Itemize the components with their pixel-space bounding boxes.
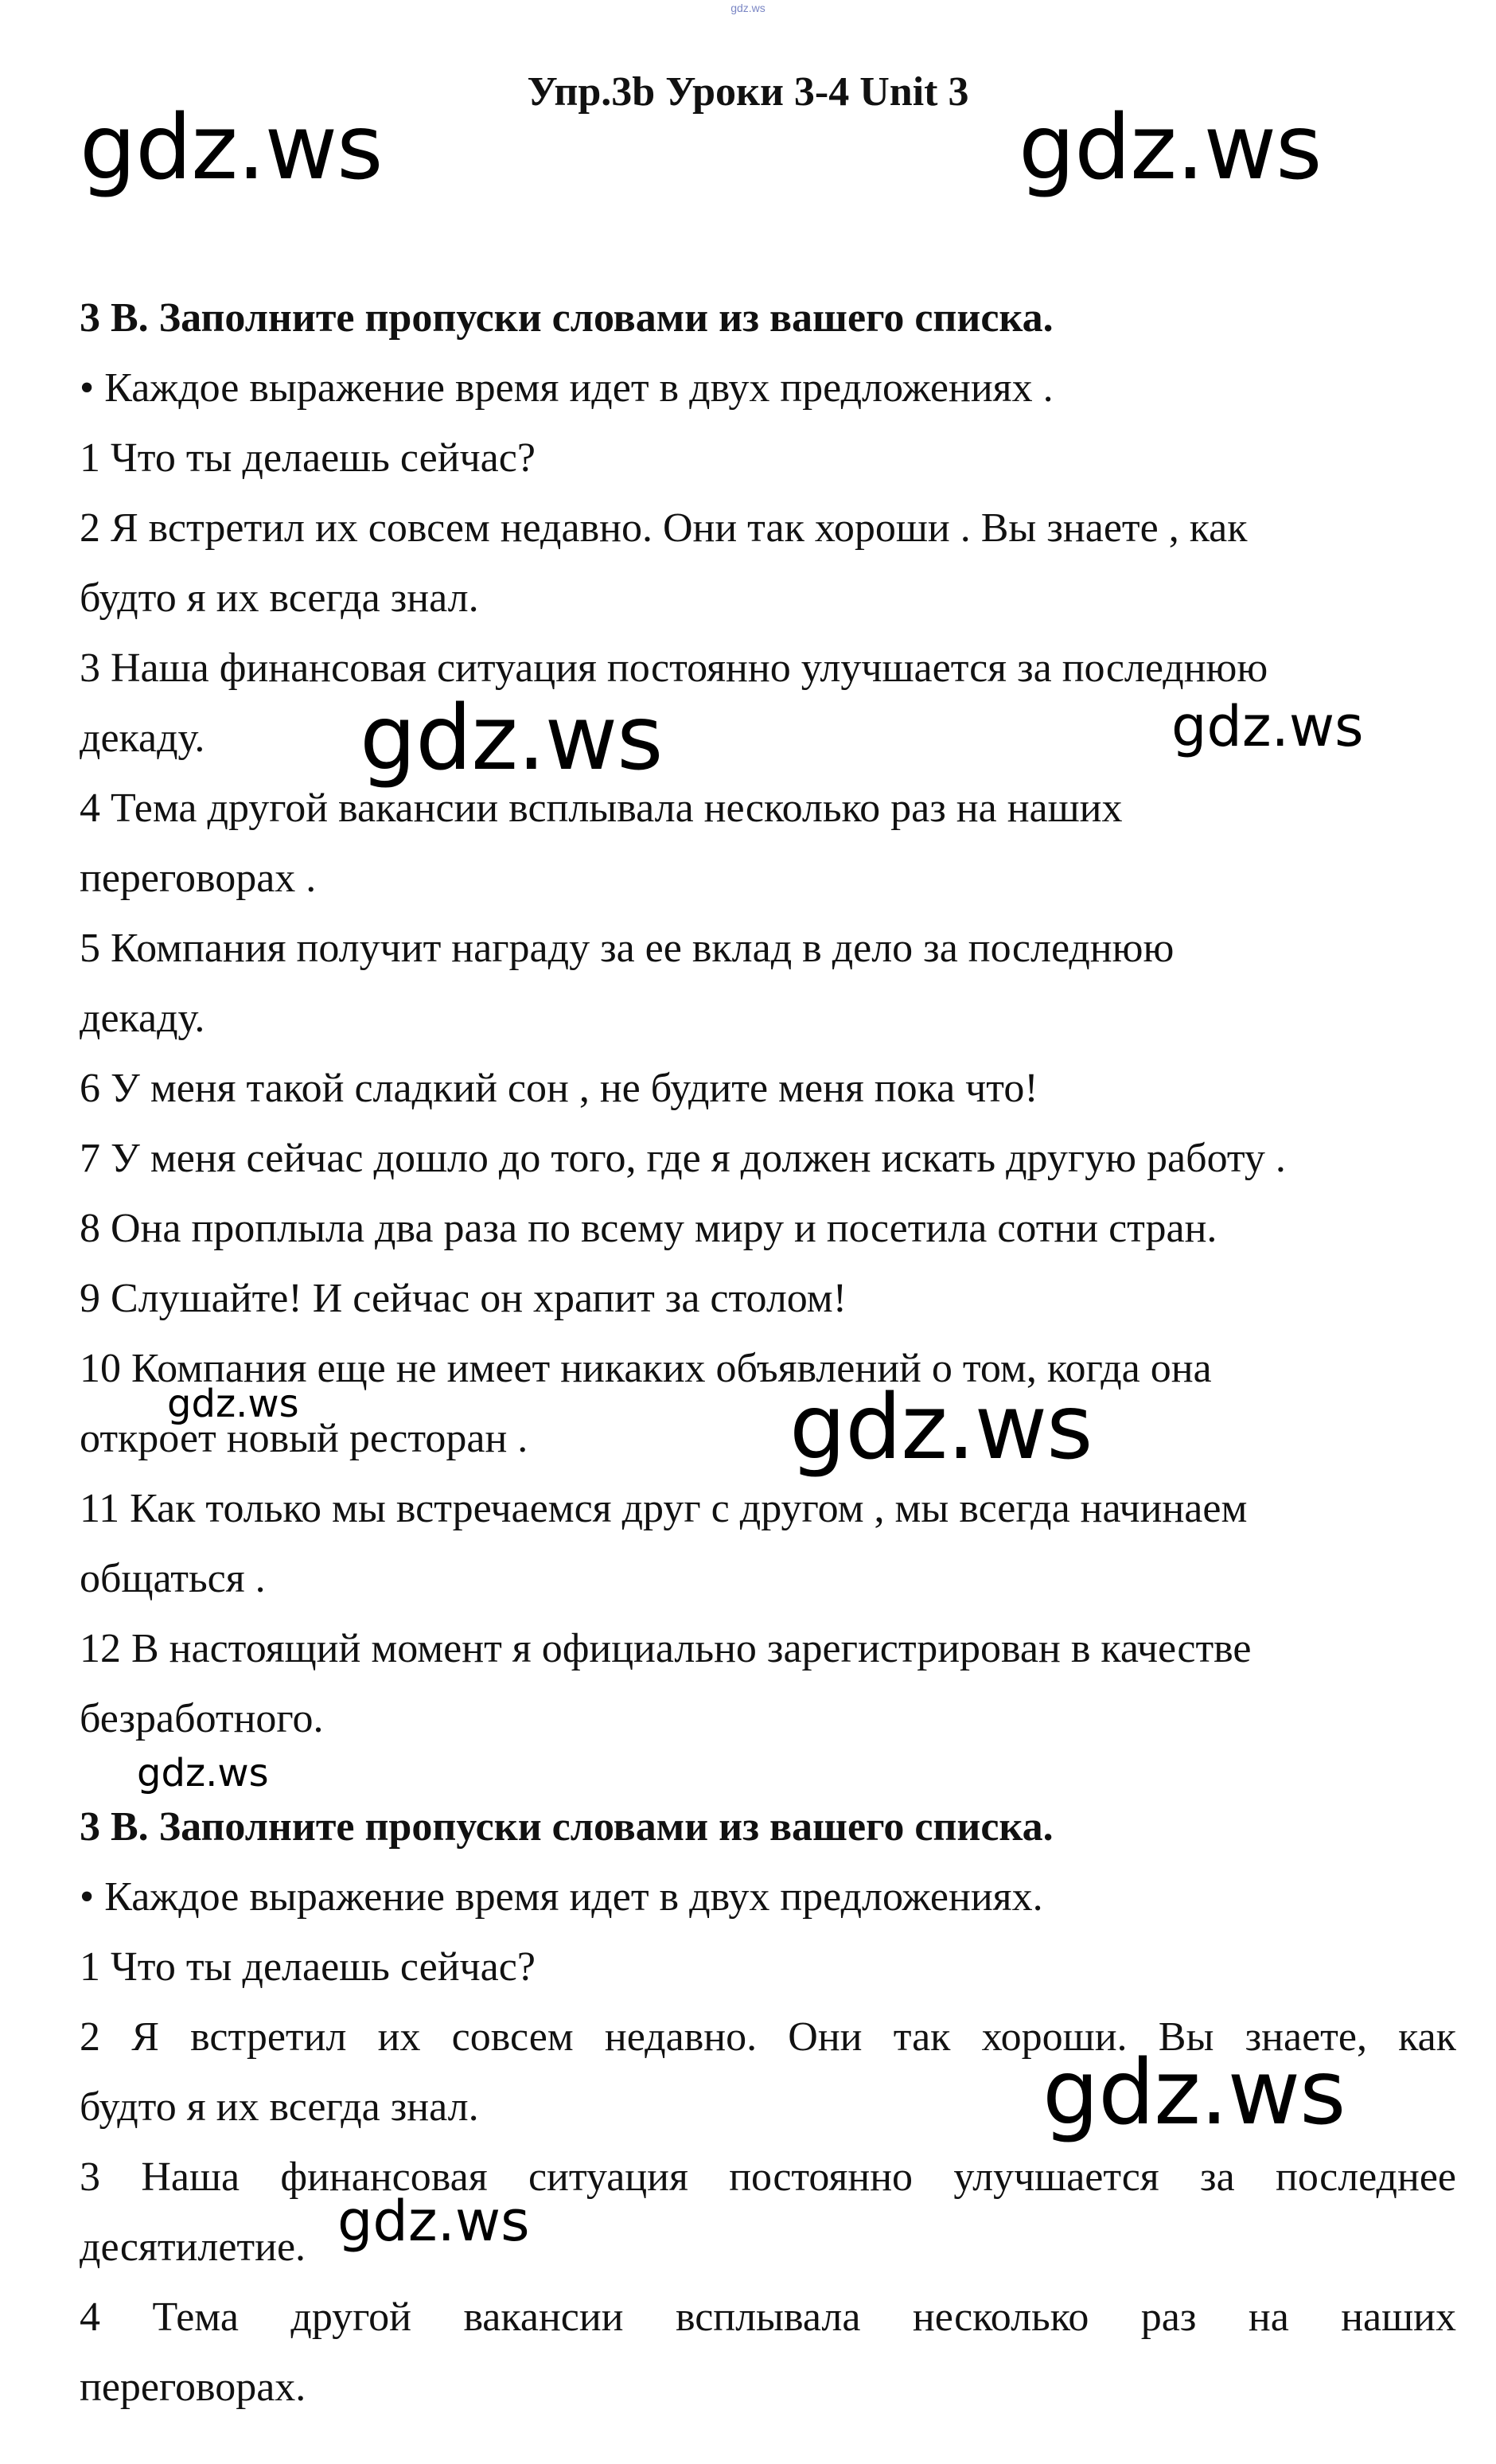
watermark-logo: gdz.ws	[1042, 2041, 1346, 2145]
page-title: Упр.3b Уроки 3-4 Unit 3	[527, 69, 969, 115]
sentence-3-line-1: 3 Наша финансовая ситуация постоянно улучшается за последнюю	[80, 645, 1268, 691]
sentence-5-line-1: 5 Компания получит награду за ее вклад в дело за последнюю	[80, 926, 1175, 971]
watermark-logo: gdz.ws	[360, 687, 663, 790]
sentence-7: 7 У меня сейчас дошло до того, где я должен искать другую работу .	[80, 1136, 1286, 1181]
sentence-1: 1 Что ты делаешь сейчас?	[80, 435, 536, 481]
sentence-11-line-1: 11 Как только мы встречаемся друг с другом , мы всегда начинаем	[80, 1486, 1248, 1531]
sentence-10-line-2: откроет новый ресторан .	[80, 1416, 528, 1461]
exercise-block-1	[80, 283, 1456, 1754]
exercise-instruction: • Каждое выражение время идет в двух предложениях .	[80, 365, 1054, 411]
exercise-heading: 3 B. Заполните пропуски словами из вашего списка.	[80, 1804, 1054, 1850]
sentence-2-line-2: будто я их всегда знал.	[80, 575, 479, 621]
watermark-logo: gdz.ws	[167, 1382, 299, 1426]
watermark-logo: gdz.ws	[789, 1376, 1093, 1480]
watermark-logo: gdz.ws	[1019, 96, 1322, 200]
sentence-4-line-2: переговорах .	[80, 856, 317, 901]
sentence-4-line-2: переговорах.	[80, 2365, 306, 2410]
exercise-heading: 3 B. Заполните пропуски словами из вашего списка.	[80, 295, 1054, 341]
sentence-4-line-1: 4 Тема другой вакансии всплывала несколько раз на наших	[80, 2294, 1456, 2340]
sentence-1: 1 Что ты делаешь сейчас?	[80, 1944, 536, 1990]
sentence-5-line-2: декаду.	[80, 996, 205, 1041]
exercise-instruction: • Каждое выражение время идет в двух предложениях.	[80, 1874, 1043, 1920]
sentence-12-line-1: 12 В настоящий момент я официально зарегистрирован в качестве	[80, 1626, 1252, 1671]
sentence-10-line-1: 10 Компания еще не имеет никаких объявлений о том, когда она	[80, 1346, 1212, 1391]
sentence-6: 6 У меня такой сладкий сон , не будите меня пока что!	[80, 1066, 1038, 1111]
sentence-8: 8 Она проплыла два раза по всему миру и посетила сотни стран.	[80, 1206, 1217, 1251]
sentence-12-line-2: безработного.	[80, 1696, 324, 1741]
sentence-2-line-2: будто я их всегда знал.	[80, 2084, 479, 2130]
watermark-logo: gdz.ws	[137, 1751, 269, 1795]
sentence-3-line-1: 3 Наша финансовая ситуация постоянно улучшается за последнее	[80, 2154, 1456, 2200]
sentence-4-line-1: 4 Тема другой вакансии всплывала несколько раз на наших	[80, 786, 1123, 831]
sentence-11-line-2: общаться .	[80, 1556, 266, 1601]
watermark-logo: gdz.ws	[80, 96, 383, 200]
sentence-2-line-1: 2 Я встретил их совсем недавно. Они так хороши. Вы знаете, как	[80, 2014, 1456, 2060]
top-watermark: gdz.ws	[730, 2, 766, 14]
sentence-3-line-2: декаду.	[80, 715, 205, 761]
watermark-logo: gdz.ws	[1171, 694, 1364, 759]
sentence-3-line-2: десятилетие.	[80, 2224, 306, 2270]
sentence-2-line-1: 2 Я встретил их совсем недавно. Они так хороши . Вы знаете , как	[80, 505, 1248, 551]
sentence-9: 9 Слушайте! И сейчас он храпит за столом!	[80, 1276, 847, 1321]
watermark-logo: gdz.ws	[337, 2189, 530, 2254]
